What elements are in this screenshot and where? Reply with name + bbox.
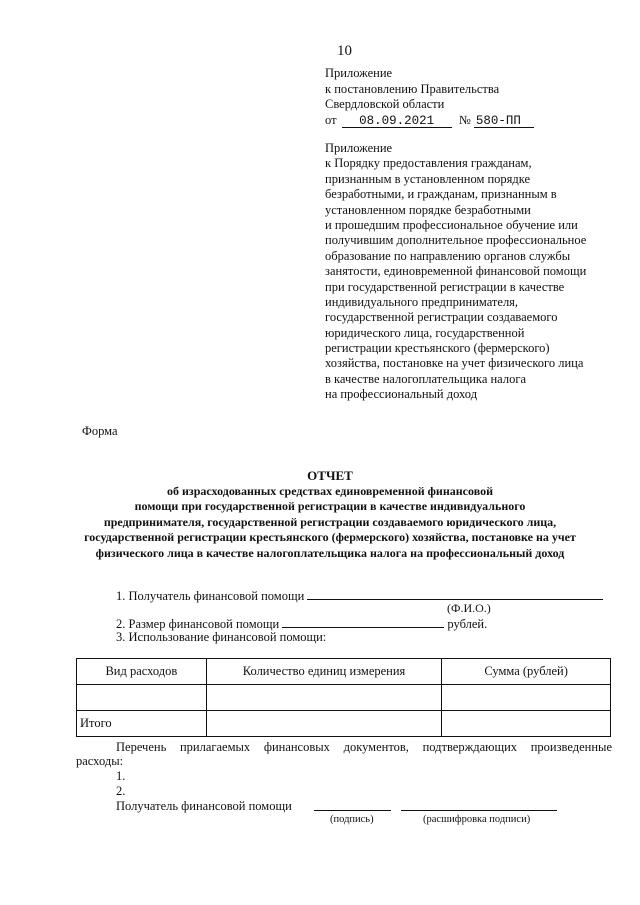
recipient-label: 1. Получатель финансовой помощи — [116, 589, 305, 603]
recipient-row — [116, 587, 603, 605]
document-list-item: 2. — [116, 784, 126, 798]
appendix-line: регистрации крестьянского (фермерского) — [325, 341, 550, 356]
report-subtitle-line: предпринимателя, государственной регистрации создаваемого юридического лица, — [103, 514, 557, 529]
table-cell[interactable] — [442, 685, 611, 711]
table-total-row — [77, 711, 611, 737]
appendix-line: в качестве налогоплательщика налога — [325, 371, 527, 386]
appendix-line: установленном порядке безработными — [325, 202, 531, 217]
date-prefix: от — [325, 112, 337, 127]
report-subtitle-line: физического лица в качестве налогоплательщика налога на профессиональный доход — [95, 545, 565, 560]
table-cell[interactable] — [206, 685, 442, 711]
table-row — [77, 685, 611, 711]
appendix-line: юридического лица, государственной — [325, 325, 525, 340]
appendix-line: образование по направлению органов службы — [325, 248, 571, 263]
report-title-block — [60, 468, 600, 561]
column-header-quantity: Количество единиц измерения — [206, 659, 442, 685]
documents-text: Перечень прилагаемых финансовых документов, подтверждающих произведенные — [116, 740, 612, 754]
signature-label: Получатель финансовой помощи — [116, 799, 292, 813]
document-list-item: 1. — [116, 769, 126, 783]
column-header-expense-type: Вид расходов — [77, 659, 207, 685]
appendix-line: к Порядку предоставления гражданам, — [325, 156, 532, 171]
appendix-line: Приложение — [325, 66, 393, 80]
column-header-amount: Сумма (рублей) — [442, 659, 611, 685]
number-prefix: № — [458, 112, 471, 127]
report-subtitle-line: об израсходованных средствах единовременной финансовой — [166, 484, 494, 498]
appendix-line: государственной регистрации создаваемого — [325, 310, 558, 325]
report-title: ОТЧЕТ — [307, 468, 353, 483]
amount-field[interactable] — [282, 615, 444, 628]
documents-text-continued: расходы: — [76, 754, 124, 768]
total-label: Итого — [77, 711, 207, 737]
appendix-line: признанным в установленном порядке — [325, 171, 531, 186]
recipient-caption: (Ф.И.О.) — [447, 601, 491, 615]
appendix-government-header — [325, 66, 625, 128]
amount-unit: рублей. — [447, 617, 488, 631]
appendix-line: индивидуального предпринимателя, — [325, 294, 519, 309]
decree-number: 580-ПП — [474, 115, 534, 128]
form-label: Форма — [82, 424, 118, 438]
decryption-caption: (расшифровка подписи) — [423, 814, 531, 825]
appendix-line: при государственной регистрации в качестве — [325, 279, 565, 294]
table-cell[interactable] — [442, 711, 611, 737]
appendix-line: и прошедшим профессиональное обучение или — [325, 217, 578, 232]
table-cell[interactable] — [206, 711, 442, 737]
signature-field[interactable] — [314, 799, 391, 811]
appendix-line: занятости, единовременной финансовой помощи — [325, 264, 587, 279]
amount-label: 2. Размер финансовой помощи — [116, 617, 280, 631]
report-subtitle-line: помощи при государственной регистрации в качестве индивидуального — [134, 499, 526, 514]
appendix-date-row — [325, 113, 625, 129]
appendix-line: на профессиональный доход — [325, 387, 478, 402]
table-header-row — [77, 659, 611, 685]
page-number: 10 — [337, 43, 352, 59]
expenses-table — [76, 658, 611, 737]
appendix-line: хозяйства, постановке на учет физического лица — [325, 356, 584, 371]
signature-decryption-field[interactable] — [401, 799, 557, 811]
usage-label: 3. Использование финансовой помощи: — [116, 630, 327, 644]
signature-caption: (подпись) — [330, 814, 374, 825]
appendix-line: Приложение — [325, 141, 393, 155]
table-cell[interactable] — [77, 685, 207, 711]
recipient-name-field[interactable] — [307, 587, 603, 600]
appendix-line: безработными, и гражданам, признанным в — [325, 187, 557, 202]
report-subtitle-line: государственной регистрации крестьянского (фермерского) хозяйства, постановке на учет — [84, 530, 576, 545]
appendix-line: к постановлению Правительства — [325, 81, 500, 96]
decree-date: 08.09.2021 — [342, 115, 452, 128]
appendix-line: Свердловской области — [325, 97, 445, 111]
appendix-line: получившим дополнительное профессиональное — [325, 233, 587, 248]
appendix-order-header — [325, 141, 625, 403]
